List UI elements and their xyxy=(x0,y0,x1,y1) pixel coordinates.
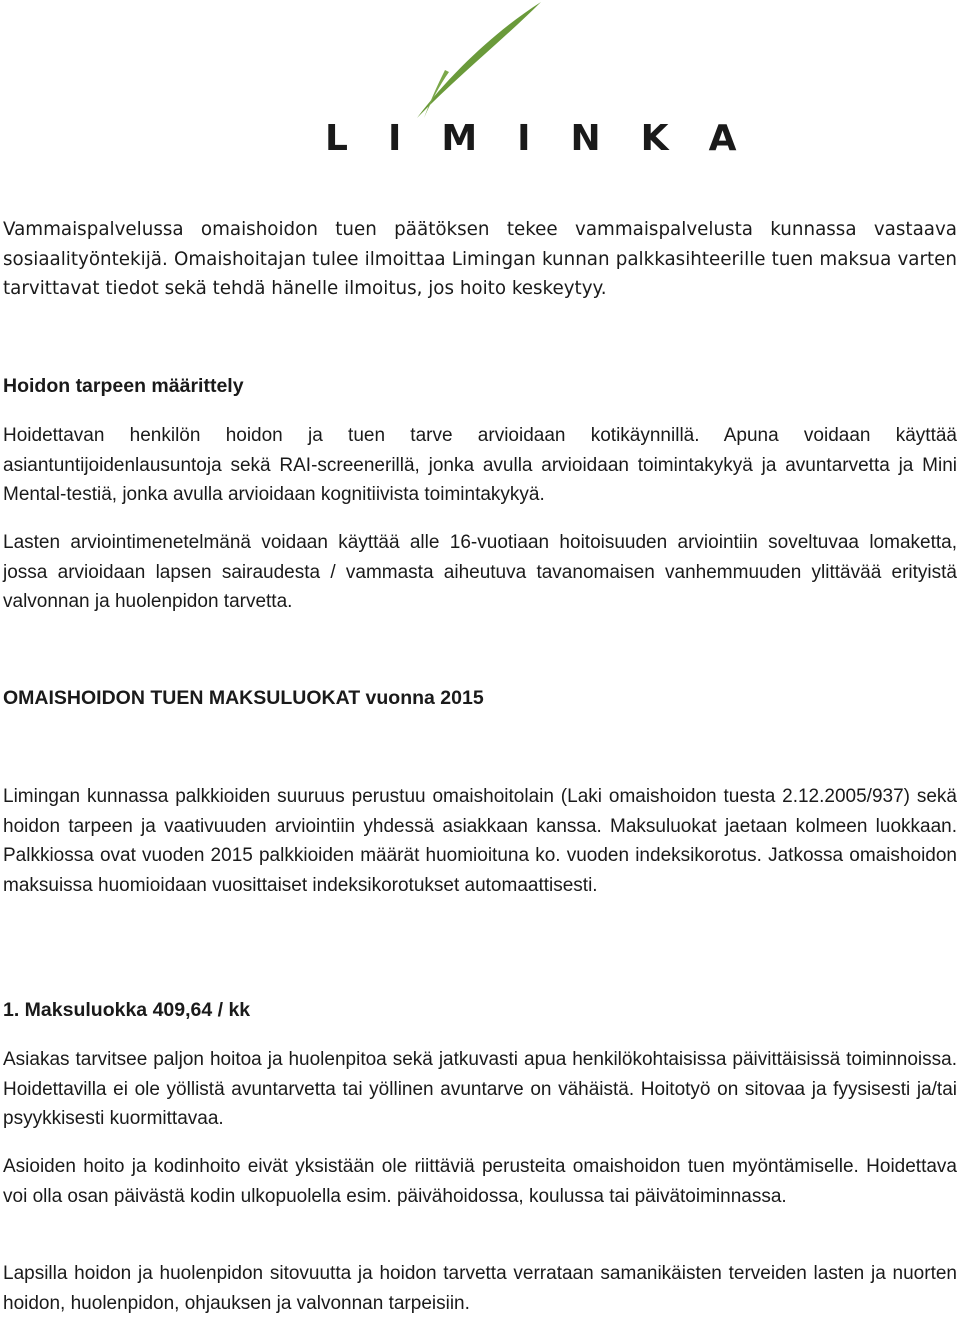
section-heading-maksuluokat: OMAISHOIDON TUEN MAKSULUOKAT vuonna 2015 xyxy=(3,687,484,709)
children-assessment-paragraph: Lasten arviointimenetelmänä voidaan käyttää alle 16-vuotiaan hoitoisuuden arviointiin soveltuvaa lomaketta, jossa arvioidaan lapsen sairaudesta / vammasta aiheutuva tavanomaisen vanhemmuuden ylittävää erityistä valvonnan ja huolenpidon tarvetta. xyxy=(3,532,957,612)
section-heading-maksuluokka-1: 1. Maksuluokka 409,64 / kk xyxy=(3,999,251,1021)
section-heading-hoidon-tarpeen-maarittely: Hoidon tarpeen määrittely xyxy=(3,375,244,397)
intro-paragraph: Vammaispalvelussa omaishoidon tuen päätöksen tekee vammaispalvelusta kunnassa vastaava sosiaalityöntekijä. Omaishoitajan tulee ilmoittaa Limingan kunnan palkkasihteerille tuen maksua varten tarvittavat tiedot sekä tehdä hänelle ilmoitus, jos hoito keskeytyy. xyxy=(3,219,957,299)
assessment-paragraph: Hoidettavan henkilön hoidon ja tuen tarve arvioidaan kotikäynnillä. Apuna voidaan käyttää asiantuntijoidenlausuntoja sekä RAI-screenerillä, jonka avulla arvioidaan toimintakykyä ja avuntarvetta ja Mini Mental-testiä, jonka avulla arvioidaan kognitiivista toimintakykyä. xyxy=(3,425,957,505)
liminka-logo xyxy=(325,0,777,160)
logo-wordmark: LIMINKA xyxy=(325,118,777,159)
leaf-icon xyxy=(325,0,645,120)
class-1-needs-paragraph: Asiakas tarvitsee paljon hoitoa ja huolenpitoa sekä jatkuvasti apua henkilökohtaisissa päivittäisissä toiminnoissa. Hoidettavilla ei ole yöllistä avuntarvetta tai yöllinen avuntarve on vähäistä. Hoitotyö on sitovaa ja fyysisesti ja/tai psyykkisesti kuormittavaa. xyxy=(3,1049,957,1129)
class-1-household-paragraph: Asioiden hoito ja kodinhoito eivät yksistään ole riittäviä perusteita omaishoidon tuen myöntämiselle. Hoidettava voi olla osan päivästä kodin ulkopuolella esim. päivähoidossa, koulussa tai päivätoiminnassa. xyxy=(3,1156,957,1207)
fee-basis-paragraph: Limingan kunnassa palkkioiden suuruus perustuu omaishoitolain (Laki omaishoidon tuesta 2.12.2005/937) sekä hoidon tarpeen ja vaativuuden arviointiin yhdessä asiakkaan kanssa. Maksuluokat jaetaan kolmeen luokkaan. Palkkiossa ovat vuoden 2015 palkkioiden määrät huomioituna ko. vuoden indeksikorotus. Jatkossa omaishoidon maksuissa huomioidaan vuosittaiset indeksikorotukset automaattisesti. xyxy=(3,786,957,896)
class-1-children-paragraph: Lapsilla hoidon ja huolenpidon sitovuutta ja hoidon tarvetta verrataan samanikäisten terveiden lasten ja nuorten hoidon, huolenpidon, ohjauksen ja valvonnan tarpeisiin. xyxy=(3,1263,957,1314)
